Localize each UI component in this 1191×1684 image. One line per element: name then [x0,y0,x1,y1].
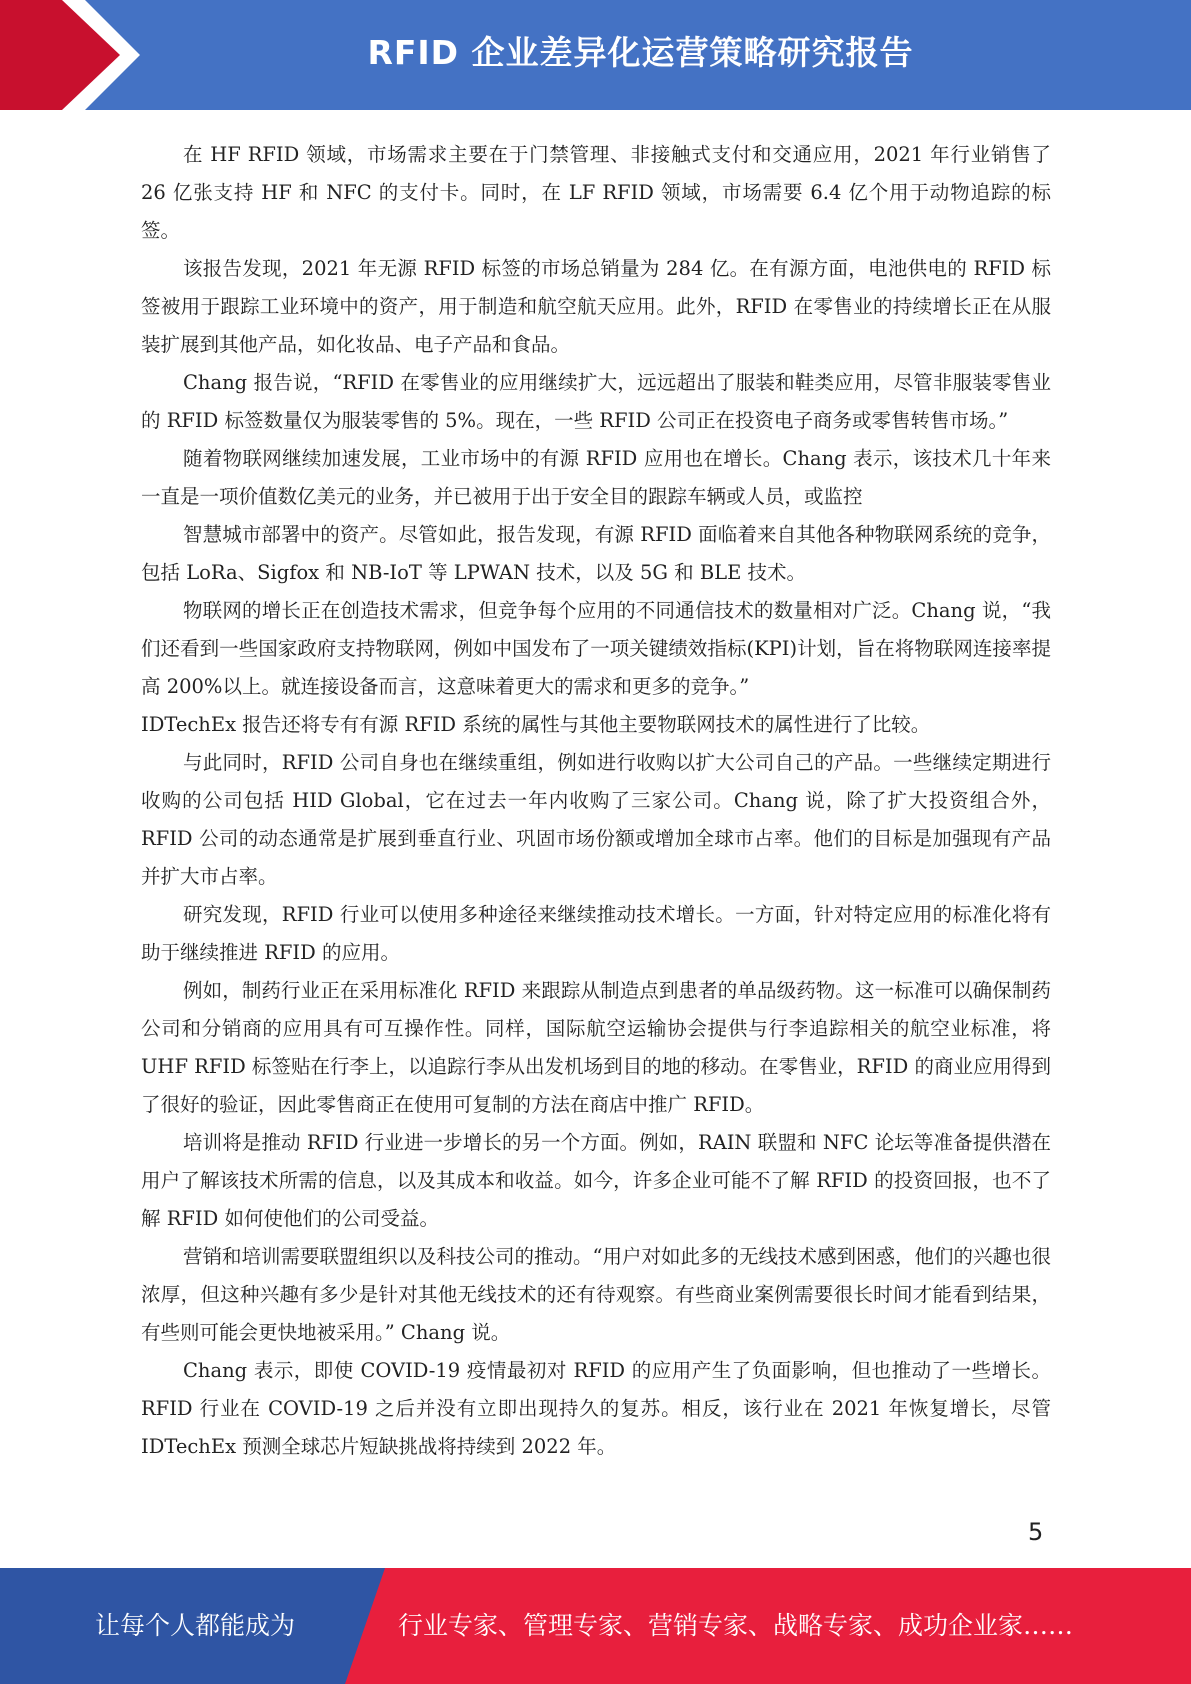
paragraph: 该报告发现，2021 年无源 RFID 标签的市场总销量为 284 亿。在有源方面，电池供电的 RFID 标签被用于跟踪工业环境中的资产，用于制造和航空航天应用。此外，RFID 在零售业的持续增长正在从服装扩展到其他产品，如化妆品、电子产品和食品。 [141,257,1051,356]
page-number: 5 [1028,1518,1044,1546]
paragraph: 例如，制药行业正在采用标准化 RFID 来跟踪从制造点到患者的单品级药物。这一标准可以确保制药公司和分销商的应用具有可互操作性。同样，国际航空运输协会提供与行李追踪相关的航空业标准，将 UHF RFID 标签贴在行李上，以追踪行李从出发机场到目的地的移动。在零售业，RFID 的商业应用得到了很好的验证，因此零售商正在使用可复制的方法在商店中推广 RFID。 [141,979,1051,1116]
footer-slogan-lead: 让每个人都能成为 [94,1611,295,1640]
paragraph: 智慧城市部署中的资产。尽管如此，报告发现，有源 RFID 面临着来自其他各种物联网系统的竞争，包括 LoRa、Sigfox 和 NB-IoT 等 LPWAN 技术，以及 5G 和 BLE 技术。 [141,523,1051,584]
paragraph: 物联网的增长正在创造技术需求，但竞争每个应用的不同通信技术的数量相对广泛。Chang 说，“我们还看到一些国家政府支持物联网，例如中国发布了一项关键绩效指标(KPI)计划，旨在将物联网连接率提高 200%以上。就连接设备而言，这意味着更大的需求和更多的竞争。” [141,599,1051,698]
paragraph: 研究发现，RFID 行业可以使用多种途径来继续推动技术增长。一方面，针对特定应用的标准化将有助于继续推进 RFID 的应用。 [141,903,1051,964]
page-footer [0,1568,1191,1684]
paragraph: Chang 表示，即使 COVID-19 疫情最初对 RFID 的应用产生了负面影响，但也推动了一些增长。RFID 行业在 COVID-19 之后并没有立即出现持久的复苏。相反，该行业在 2021 年恢复增长，尽管 IDTechEx 预测全球芯片短缺挑战将持续到 2022 年。 [141,1359,1051,1458]
paragraph: 随着物联网继续加速发展，工业市场中的有源 RFID 应用也在增长。Chang 表示，该技术几十年来一直是一项价值数亿美元的业务，并已被用于出于安全目的跟踪车辆或人员，或监控 [141,447,1051,508]
paragraph: 营销和培训需要联盟组织以及科技公司的推动。“用户对如此多的无线技术感到困惑，他们的兴趣也很浓厚，但这种兴趣有多少是针对其他无线技术的还有待观察。有些商业案例需要很长时间才能看到结果，有些则可能会更快地被采用。” Chang 说。 [141,1245,1051,1344]
body-content [141,136,1051,1466]
paragraph: 培训将是推动 RFID 行业进一步增长的另一个方面。例如，RAIN 联盟和 NFC 论坛等准备提供潜在用户了解该技术所需的信息，以及其成本和收益。如今，许多企业可能不了解 RFID 的投资回报，也不了解 RFID 如何使他们的公司受益。 [141,1131,1051,1230]
footer-slogan-roles: 行业专家、管理专家、营销专家、战略专家、成功企业家…… [398,1611,1074,1640]
paragraph: 与此同时，RFID 公司自身也在继续重组，例如进行收购以扩大公司自己的产品。一些继续定期进行收购的公司包括 HID Global，它在过去一年内收购了三家公司。Chang 说，除了扩大投资组合外，RFID 公司的动态通常是扩展到垂直行业、巩固市场份额或增加全球市占率。他们的目标是加强现有产品并扩大市占率。 [141,751,1051,888]
report-title: RFID 企业差异化运营策略研究报告 [367,33,914,72]
paragraph: Chang 报告说，“RFID 在零售业的应用继续扩大，远远超出了服装和鞋类应用，尽管非服装零售业的 RFID 标签数量仅为服装零售的 5%。现在，一些 RFID 公司正在投资电子商务或零售转售市场。” [141,371,1051,432]
paragraph: 在 HF RFID 领域，市场需求主要在于门禁管理、非接触式支付和交通应用，2021 年行业销售了 26 亿张支持 HF 和 NFC 的支付卡。同时，在 LF RFID 领域，市场需要 6.4 亿个用于动物追踪的标签。 [141,143,1051,242]
paragraph: IDTechEx 报告还将专有有源 RFID 系统的属性与其他主要物联网技术的属性进行了比较。 [141,713,931,736]
page-header [0,0,1191,110]
